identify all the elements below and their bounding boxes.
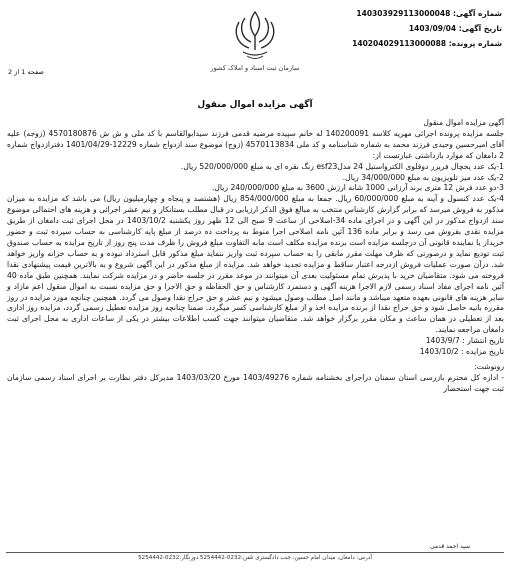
organization-name: سازمان ثبت اسناد و املاک کشور [210, 64, 300, 72]
body-heading: آگهی مزایده اموال منقول [423, 118, 504, 127]
cc-heading: رونوشت: [474, 361, 504, 371]
auction-date: تاریخ مزایده : 1403/10/2 [419, 347, 504, 357]
cc-text: - اداره کل محترم بازرسی استان سمنان دراجرای بخشنامه شماره 1403/49276 مورخ 1403/03/20 مدیرکل دفتر نظارت بر اجرای اسناد رسمی سازمان ثبت جهت استحضار [7, 372, 504, 393]
file-number: شماره پرونده: 140204029113000088 [352, 39, 502, 48]
body-intro: جلسه مزایده پرونده اجرائی مهریه کلاسه 140200091 له خانم سپیده مرضیه قدمی فرزند سیدابوالقاسم با کد ملی و ش ش 4570180876 (زوجه) علیه آقای امیرحسین وحیدی فرزند محمد به شماره شناسنامه و کد ملی 4570113834 (زوج) موضوع سند ازدواج شماره 12229-1401/04/29 دفترازدواج شماره 2 دامغان که موارد بازداشتی عبارتست از: [7, 128, 505, 160]
item-4: 4-یک عدد کنسول و آینه به مبلغ 60/000/000 ریال. جمعا به مبلغ 854/000/000 ریال (هشتصد و پنجاه و چهارمیلیون ریال) می باشد که مزایده به میزان مذکور به فروش میرسد که برابر گزارش کارشناس منتخب به مبالغ فوق الذکر ارزیابی در قبال مطلب بستانکار و نیم عشر اجرائی و هزینه های احتمالی موضوع سند ازدواج مذکور در این آگهی و در اجرای ماده 34-اصلاحی از ساعت 9 صبح الی 12 ظهر روز یکشنبه 1403/10/2 در محل اجرای ثبت دامغان از طریق مزایده نقدی بفروش می رسد و برابر ماده 136 آئین نامه اصلاحی اجرا منوط به پرداخت ده درصد از مبلغ پایه کارشناسی به حساب سپرده ثبت و حضور خریدار یا نماینده قانونی آن درجلسه مزایده است برنده مزایده مکلف است مابه التفاوت مبلغ فروش را ظرف مدت پنج روز از تاریخ مزایده به حساب صندوق ثبت تودیع نماید و درصورتی که ظرف مهلت مقرر مابقی را به حساب سپرده ثبت واریز ننماید مبلغ مذکور قابل استرداد نبوده و به حساب خزانه واریز خواهد شد. درآن صورت عملیات فروش ازدرجه اعتبار ساقط و مزایده تجدید خواهد شد. مزایده از مبلغ مذکور در این آگهی شروع و به بالاترین قیمت پیشنهادی نقدا فروخته می شود. متقاضیان خرید با پذیرش تمام مسئولیت بعدی آن میتوانند در موعد مقرر در جلسه حاضر و در مزایده شرکت نمایند. همچنین طبق ماده 40 آئین نامه اجرای مفاد اسناد رسمی لازم الاجرا هزینه آگهی و دستمزد کارشناس و حق الحفاظه و حق الاجرا و حق مزایده نسبت به اموال منقول اعم مازاد و سایر هزینه های قانونی بعهده متعهد میباشد و مانند اصل مطلب وصول میشود و نیم عشر و حق حراج نقدا وصول می گردد. همچنین چنانچه مورد مزایده در روز مقرره بانیه حاصل شود و حق حراج نقدا از برنده مزایده اخذ و از مبلغ کارشناسی کسر میگردد. ضمنا چنانچه روز مزایده تعطیل رسمی گردد، مزایده روز اداری بعد از تعطیلی در همان ساعت و مکان مقرر برگزار خواهد شد. متقاضیان میتوانند جهت کسب اطلاعات بیشتر در یکی از ساعات اداری به محل اجرای ثبت دامغان مراجعه نمایند. [7, 194, 504, 335]
footer-address: آدرس: دامغان، میدان امام حسین، جنب دادگستری تلفن:0232-5254442 دورنگار:0232-5254442 [138, 555, 372, 561]
item-2: 2-یک عدد میز تلویزیون به مبلغ 34/000/000 ریال. [342, 172, 504, 182]
page-title: آگهی مزایده اموال منقول [197, 100, 313, 110]
footer-divider [6, 552, 504, 553]
page-number: صفحه 1 از 2 [8, 68, 44, 76]
ad-meta [332, 6, 502, 51]
item-1: 1-یک عدد یخچال فریزر دوقلوی الکترواستیل 24 مدلesf23 رنگ نقره ای به مبلغ 520/000/000 ریال. [180, 161, 504, 171]
ad-body [7, 118, 504, 395]
item-3: 3-دو عدد فرش 12 متری برند آرزانی 1000 شانه ارزش 3600 به مبلغ 240/000/000 ریال. [212, 183, 504, 193]
publication-date: تاریخ انتشار : 1403/9/7 [425, 336, 504, 346]
iran-emblem-icon [225, 6, 285, 64]
signature: سید احمد قدمی [429, 543, 470, 550]
ad-date: تاریخ آگهی: 1403/09/04 [408, 24, 502, 33]
ad-number: شماره آگهی: 140303929113000048 [356, 9, 502, 18]
